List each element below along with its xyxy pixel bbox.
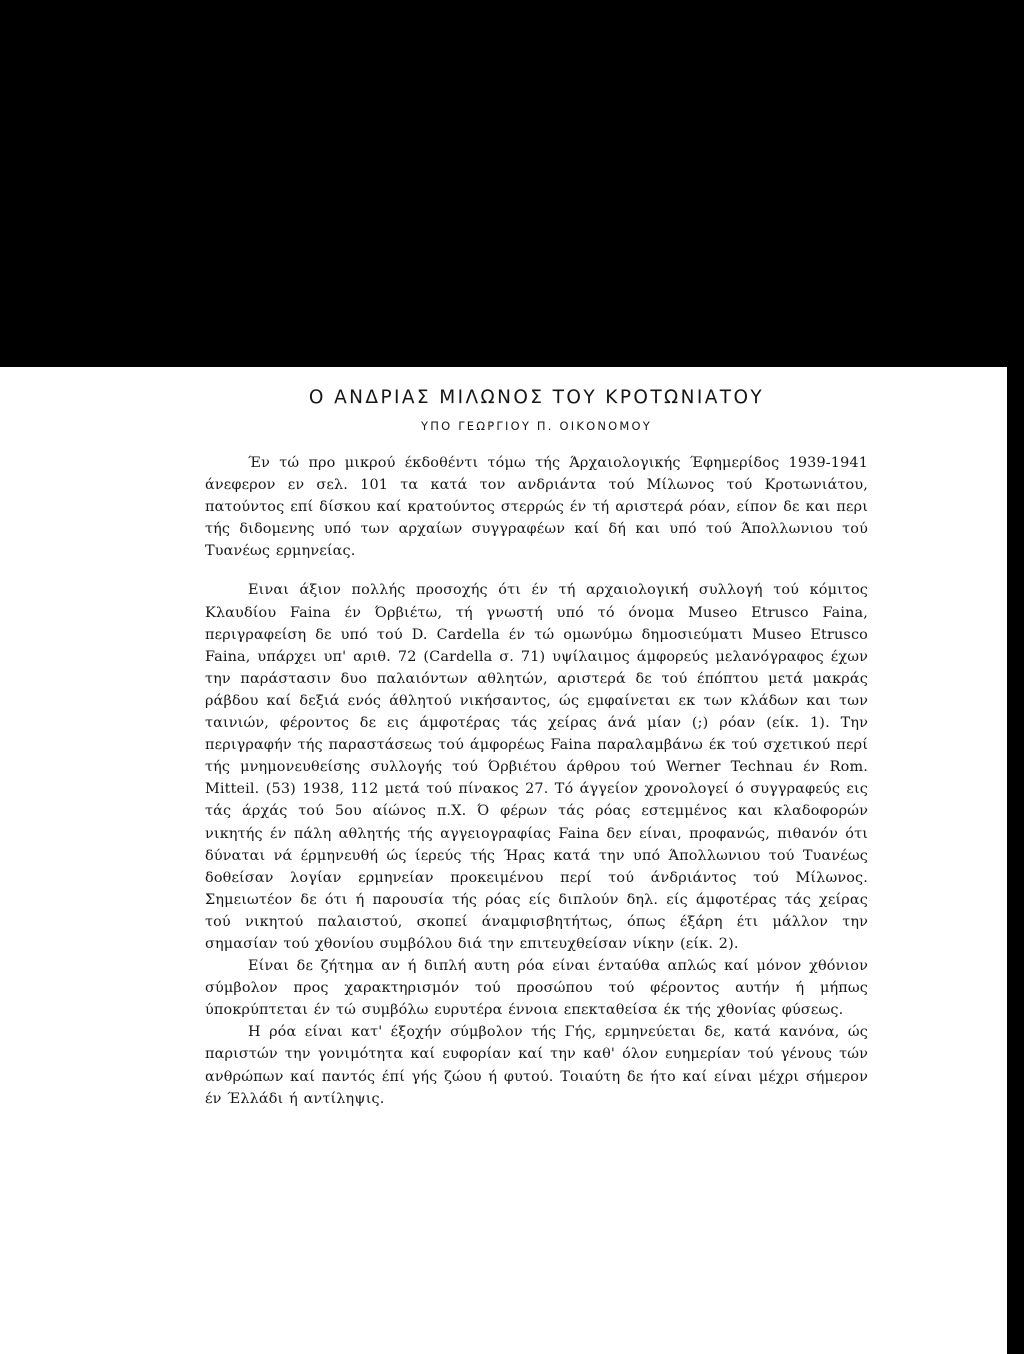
paragraph-3: Είναι δε ζήτημα αν ή διπλή αυτη ρόα είναι ένταύθα απλώς καί μόνον χθόνιον σύμβολον προς χαρακτηρισμόν τού προσώπου τού φέροντος αυτήν ή μήπως ύποκρύπτεται έν τώ συμβόλω ευρυτέρα έννοια επεκταθείσα έκ τής χθονίας φύσεως. <box>205 958 868 1019</box>
paragraph-2: Ειναι άξιον πολλής προσοχής ότι έν τή αρχαιολογική συλλογή τού κόμιτος Κλαυδίου Faina έν Όρβιέτω, τή γνωστή υπό τό όνομα Museo Etrusco Faina, περιγραφείση δε υπό τού D. Cardella έν τώ ομωνύμω δημοσιεύματι Museo Etrusco Faina, υπάρχει υπ' αριθ. 72 (Cardella σ. 71) υψίλαιμος άμφορεύς μελανόγραφος έχων την παράστασιν δυο παλαιόντων αθλητών, αριστερά δε τού έπόπτου μετά μακράς ράβδου καί δεξιά ενός άθλητού νικήσαντος, ώς εμφαίνεται εκ των κλάδων και των ταινιών, φέροντος δε εις άμφοτέρας τάς χείρας άνά μίαν (;) ρόαν (είκ. 1). Την περιγραφήν τής παραστάσεως τού άμφορέως Faina παραλαμβάνω έκ τού σχετικού περί τής μνημονευθείσης συλλογής τού Όρβιέτου άρθρου τού Werner Technau έν Rom. Mitteil. (53) 1938, 112 μετά τού πίνακος 27. Τό άγγείον χρονολογεί ό συγγραφεύς εις τάς άρχάς τού 5ου αίώνος π.Χ. Ό φέρων τάς ρόας εστεμμένος και κλαδοφορών νικητής έν πάλη αθλητής τής αγγειογραφίας Faina δεν είναι, προφανώς, πιθανόν ότι δύναται νά έρμηνευθή ώς ίερεύς τής Ήρας κατά την υπό Άπολλωνιου τού Τυανέως δοθείσαν λογίαν ερμηνείαν προκειμένου περί τού άνδριάντος τού Μίλωνος. Σημειωτέον δε ότι ή παρουσία τής ρόας είς διπλούν δηλ. είς άμφοτέρας τάς χείρας τού νικητού παλαιστού, σκοπεί άναμφισβητήτως, όπως έξάρη έτι μάλλον την σημασίαν τού χθονίου συμβόλου διά την επιτευχθείσαν νίκην (είκ. 2). <box>205 582 868 952</box>
document-page <box>205 375 868 1110</box>
scan-dark-border-top <box>0 0 1024 367</box>
article-title: Ο ΑΝΔΡΙΑΣ ΜΙΛΩΝΟΣ ΤΟΥ ΚΡΟΤΩΝΙΑΤΟΥ <box>308 387 765 408</box>
paragraph-1: Έν τώ προ μικρού έκδοθέντι τόμω τής Άρχαιολογικής Έφημερίδος 1939-1941 άνεφερον εν σελ. 101 τα κατά τον ανδριάντα τού Μίλωνος τού Κροτωνιάτου, πατούντος επί δίσκου καί κρατούντος στερρώς έν τή αριστερά ρόαν, είπον δε και περι τής διδομενης υπό των αρχαίων συγγραφέων καί δή και υπό τού Άπολλωνιου τού Τυανέως ερμηνείας. <box>205 455 868 560</box>
paragraph-4: Η ρόα είναι κατ' έξοχήν σύμβολον τής Γής, ερμηνεύεται δε, κατά κανόνα, ώς παριστών την γονιμότητα καί ευφορίαν καί την καθ' όλον ευημερίαν τού γένους τών ανθρώπων καί παντός έπί γής ζώου ή φυτού. Τοιαύτη δε ήτο καί είναι μέχρι σήμερον έν Έλλάδι ή αντίληψις. <box>205 1024 868 1107</box>
article-byline: ΥΠΟ ΓΕΩΡΓΙΟΥ Π. ΟΙΚΟΝΟΜΟΥ <box>421 419 652 433</box>
scan-dark-border-right <box>1007 300 1024 1354</box>
